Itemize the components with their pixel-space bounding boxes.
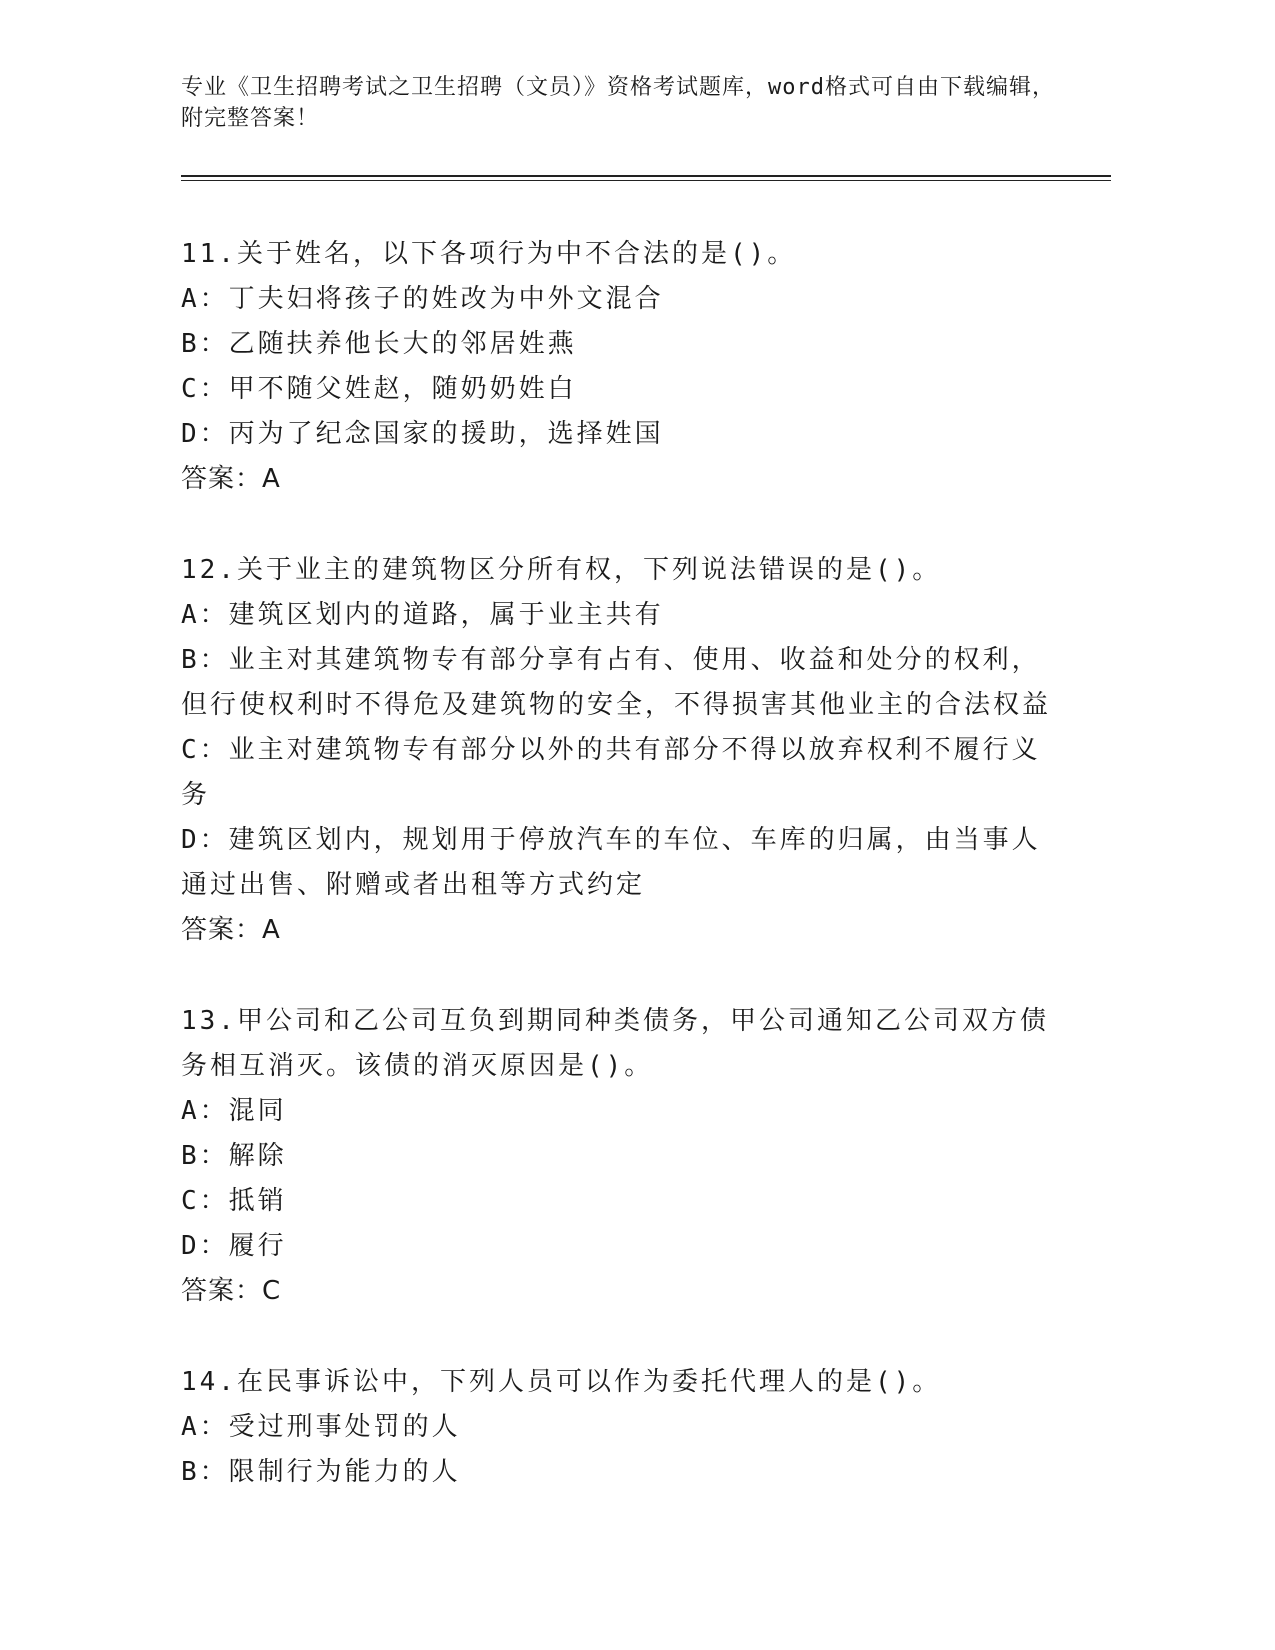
question-stem: 13.甲公司和乙公司互负到期同种类债务，甲公司通知乙公司双方债务相互消灭。该债的消灭原因是()。 <box>181 1006 1049 1081</box>
question-13 <box>181 999 1061 1314</box>
document-header: 专业《卫生招聘考试之卫生招聘（文员）》资格考试题库，word格式可自由下载编辑，附完整答案！ <box>181 75 1055 131</box>
option-key: A： <box>181 600 229 630</box>
option-key: C： <box>181 374 229 404</box>
option-text: 解除 <box>228 1141 287 1171</box>
question-stem: 11.关于姓名，以下各项行为中不合法的是()。 <box>181 239 797 269</box>
option-key: C： <box>181 1186 229 1216</box>
option-key: A： <box>181 1096 229 1126</box>
option-text: 履行 <box>228 1231 287 1261</box>
option-text: 乙随扶养他长大的邻居姓燕 <box>228 329 577 359</box>
option-text: 建筑区划内的道路，属于业主共有 <box>228 600 664 630</box>
option-text: 抵销 <box>228 1186 287 1216</box>
option-key: B： <box>181 329 229 359</box>
option-text: 甲不随父姓赵，随奶奶姓白 <box>228 374 577 404</box>
option-c <box>181 1179 1061 1224</box>
question-stem: 12.关于业主的建筑物区分所有权，下列说法错误的是()。 <box>181 555 942 585</box>
option-text: 业主对其建筑物专有部分享有占有、使用、收益和处分的权利，但行使权利时不得危及建筑物的安全，不得损害其他业主的合法权益 <box>181 645 1052 720</box>
option-b <box>181 322 1061 367</box>
option-key: B： <box>181 1457 229 1487</box>
option-text: 建筑区划内，规划用于停放汽车的车位、车库的归属，由当事人通过出售、附赠或者出租等方式约定 <box>181 825 1041 900</box>
option-key: B： <box>181 645 229 675</box>
answer-line: 答案：C <box>181 1276 282 1306</box>
option-c <box>181 728 1061 818</box>
question-12 <box>181 548 1061 953</box>
option-d <box>181 412 1061 457</box>
answer-line: 答案：A <box>181 464 281 494</box>
option-c <box>181 367 1061 412</box>
question-list <box>181 232 1061 1541</box>
option-b <box>181 1450 1061 1495</box>
question-14 <box>181 1360 1061 1495</box>
question-stem: 14.在民事诉讼中，下列人员可以作为委托代理人的是()。 <box>181 1367 942 1397</box>
option-text: 丁夫妇将孩子的姓改为中外文混合 <box>228 284 664 314</box>
question-11 <box>181 232 1061 502</box>
option-d <box>181 818 1061 908</box>
option-b <box>181 1134 1061 1179</box>
option-b <box>181 638 1061 728</box>
answer-line: 答案：A <box>181 915 281 945</box>
option-key: A： <box>181 1412 229 1442</box>
option-key: A： <box>181 284 229 314</box>
option-a <box>181 593 1061 638</box>
option-text: 丙为了纪念国家的援助，选择姓国 <box>228 419 664 449</box>
option-text: 业主对建筑物专有部分以外的共有部分不得以放弃权利不履行义务 <box>181 735 1041 810</box>
option-a <box>181 1405 1061 1450</box>
option-text: 受过刑事处罚的人 <box>228 1412 461 1442</box>
option-text: 限制行为能力的人 <box>228 1457 461 1487</box>
option-key: D： <box>181 419 229 449</box>
option-d <box>181 1224 1061 1269</box>
option-key: D： <box>181 1231 229 1261</box>
header-divider <box>181 175 1111 181</box>
option-key: D： <box>181 825 229 855</box>
option-a <box>181 1089 1061 1134</box>
option-text: 混同 <box>228 1096 287 1126</box>
option-a <box>181 277 1061 322</box>
option-key: C： <box>181 735 229 765</box>
option-key: B： <box>181 1141 229 1171</box>
